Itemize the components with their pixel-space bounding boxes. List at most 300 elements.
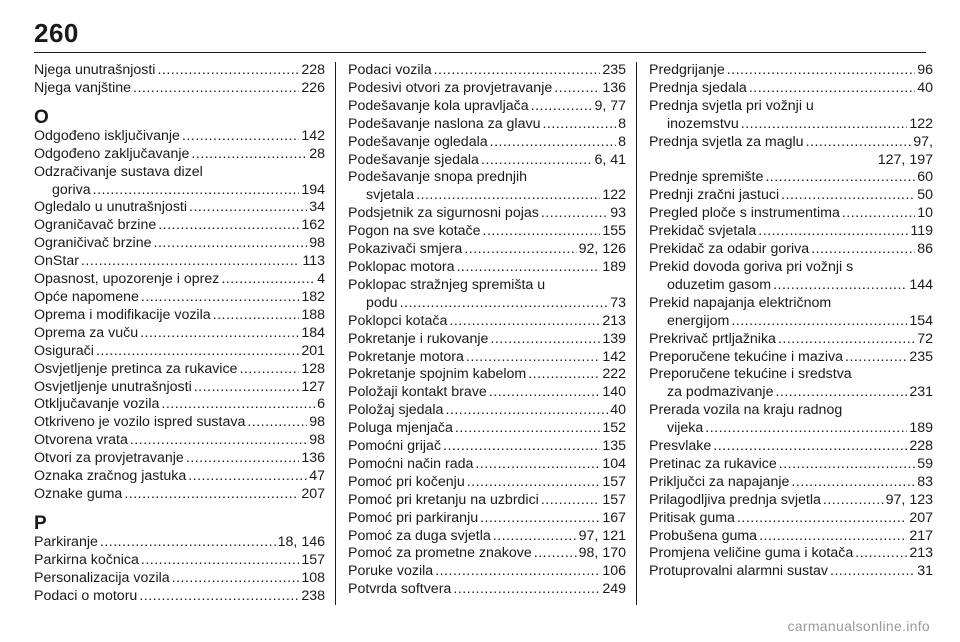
entry-label: Probušena guma — [649, 527, 758, 544]
entry-label: Prednje spremište — [649, 169, 764, 186]
entry-page: 142 — [602, 348, 626, 365]
entry-page: 93 — [610, 205, 626, 222]
entry-page: 4 — [317, 271, 325, 288]
entry-row — [34, 343, 325, 361]
entry-label: Prednja sjedala — [649, 79, 747, 96]
entry-row — [348, 116, 626, 134]
entry-page: 28 — [309, 145, 325, 162]
index-entry — [34, 588, 325, 606]
entry-row — [348, 331, 626, 349]
entry-page: 189 — [909, 420, 933, 437]
index-entry — [34, 146, 325, 164]
leader-dots — [172, 570, 300, 588]
entry-row — [348, 205, 626, 223]
entry-row — [348, 456, 626, 474]
entry-row — [34, 199, 325, 217]
entry-row — [649, 277, 933, 295]
entry-row — [348, 80, 626, 98]
entry-row — [348, 98, 626, 116]
entry-label: Pomoćni grijač — [348, 438, 442, 455]
index-entry — [34, 534, 325, 552]
leader-dots — [481, 152, 593, 170]
entry-page: 213 — [909, 545, 933, 562]
entry-row — [34, 414, 325, 432]
leader-dots — [737, 510, 907, 528]
entry-label: Poklopci kotača — [348, 312, 448, 329]
entry-page: 98 — [309, 414, 325, 431]
entry-label: Pretinac za rukavice — [649, 455, 777, 472]
entry-page: 83 — [917, 473, 933, 490]
index-entry — [34, 235, 325, 253]
entry-label: Odgođeno zaključavanje — [34, 145, 190, 162]
entry-row — [348, 366, 626, 384]
entry-row — [348, 474, 626, 492]
leader-dots — [823, 492, 884, 510]
entry-page: 194 — [301, 181, 325, 198]
entry-label: Poruke vozila — [348, 563, 434, 580]
index-entry — [348, 152, 626, 170]
entry-label: Pokretanje i rukovanje — [348, 330, 489, 347]
group-pr — [649, 62, 933, 581]
index-entry — [348, 474, 626, 492]
entry-label: Njega unutrašnjosti — [34, 62, 156, 78]
section-letter-p: P — [34, 512, 47, 534]
index-entry — [34, 164, 325, 200]
index-entry — [348, 331, 626, 349]
entry-label: Odgođeno isključivanje — [34, 127, 180, 144]
entry-row — [34, 253, 325, 271]
group-o — [34, 128, 325, 504]
entry-label: Priključci za napajanje — [649, 473, 790, 490]
entry-page: 231 — [909, 384, 933, 401]
entry-label: Predgrijanje — [649, 62, 725, 78]
index-entry — [348, 563, 626, 581]
index-entry — [348, 277, 626, 313]
entry-row — [649, 384, 933, 402]
entry-page: 72 — [917, 330, 933, 347]
entry-page: 162 — [301, 217, 325, 234]
entry-page: 6, 41 — [594, 151, 626, 168]
index-entry — [34, 307, 325, 325]
index-entry — [649, 80, 933, 98]
entry-page: 122 — [602, 187, 626, 204]
leader-dots — [445, 402, 608, 420]
index-entry — [649, 438, 933, 456]
entry-label: Ogledalo u unutrašnjosti — [34, 199, 188, 216]
entry-heading: Odzračivanje sustava dizel — [34, 163, 203, 180]
leader-dots — [453, 581, 600, 599]
entry-row — [34, 570, 325, 588]
entry-label: Prekrivač prtljažnika — [649, 330, 776, 347]
entry-page: 47 — [309, 468, 325, 485]
entry-row — [649, 116, 933, 134]
entry-page: 97, 123 — [885, 491, 933, 508]
entry-row — [34, 486, 325, 504]
entry-page: 50 — [917, 187, 933, 204]
entry-page: 201 — [301, 342, 325, 359]
leader-dots — [713, 438, 907, 456]
entry-row — [348, 152, 626, 170]
entry-label: Podesivi otvori za provjetravanje — [348, 79, 553, 96]
entry-row — [34, 534, 325, 552]
leader-dots — [541, 205, 608, 223]
entry-row — [34, 80, 325, 98]
entry-row — [34, 432, 325, 450]
index-entry — [348, 581, 626, 599]
entry-label: Oznake guma — [34, 485, 123, 502]
index-entry — [34, 570, 325, 588]
entry-page: 157 — [602, 491, 626, 508]
entry-row — [649, 492, 933, 510]
index-entry — [348, 438, 626, 456]
entry-label: Pomoć za duga svjetla — [348, 527, 491, 544]
entry-label: Pomoć pri kočenju — [348, 473, 465, 490]
entry-page-continued: 127, 197 — [877, 151, 933, 168]
leader-dots — [158, 217, 299, 235]
entry-row — [348, 438, 626, 456]
leader-dots — [791, 474, 915, 492]
leader-dots — [731, 313, 907, 331]
index-entry — [649, 456, 933, 474]
entry-label: Ograničavač brzine — [34, 217, 157, 234]
entry-row — [348, 492, 626, 510]
leader-dots — [157, 62, 299, 80]
entry-page: 97, 121 — [578, 527, 626, 544]
entry-page: 31 — [917, 563, 933, 580]
entry-page: 157 — [602, 473, 626, 490]
entry-row — [348, 581, 626, 599]
entry-label: Oznaka zračnog jastuka — [34, 468, 187, 485]
watermark-text: carmanualsonline.info — [787, 618, 930, 634]
entry-row — [34, 396, 325, 414]
section-letter-o: O — [34, 106, 49, 128]
entry-row — [348, 384, 626, 402]
entry-row — [649, 528, 933, 546]
entry-page: 40 — [610, 402, 626, 419]
leader-dots — [806, 134, 912, 152]
entry-row — [348, 563, 626, 581]
leader-dots — [449, 313, 600, 331]
entry-label: Njega vanjštine — [34, 79, 132, 96]
leader-dots — [154, 235, 308, 253]
entry-page: 98, 170 — [578, 545, 626, 562]
leader-dots — [161, 396, 315, 414]
index-entry — [348, 205, 626, 223]
index-entry — [348, 510, 626, 528]
index-entry — [348, 402, 626, 420]
entry-page: 104 — [602, 455, 626, 472]
entry-page: 167 — [602, 509, 626, 526]
entry-row — [34, 588, 325, 606]
index-entry — [34, 468, 325, 486]
entry-row — [348, 223, 626, 241]
entry-label: Otključavanje vozila — [34, 396, 160, 413]
leader-dots — [727, 62, 916, 80]
entry-page: 184 — [301, 324, 325, 341]
leader-dots — [221, 271, 315, 289]
leader-dots — [400, 295, 609, 313]
entry-row — [649, 313, 933, 331]
entry-label: Podešavanje kola upravljača — [348, 97, 529, 114]
index-entry — [649, 545, 933, 563]
leader-dots — [141, 552, 299, 570]
index-entry — [649, 205, 933, 223]
leader-dots — [475, 456, 600, 474]
entry-row — [348, 134, 626, 152]
entry-row — [34, 552, 325, 570]
entry-row — [649, 456, 933, 474]
entry-row — [649, 474, 933, 492]
leader-dots — [188, 468, 307, 486]
index-entry — [348, 116, 626, 134]
entry-page: 189 — [602, 258, 626, 275]
entry-heading: Prekid dovoda goriva pri vožnji s — [649, 258, 854, 275]
entry-label: Pomoć pri kretanju na uzbrdici — [348, 491, 539, 508]
index-entry — [649, 349, 933, 367]
index-entry — [348, 241, 626, 259]
entry-page: 18, 146 — [277, 533, 325, 550]
entry-label: Pritisak guma — [649, 509, 735, 526]
index-entry — [34, 62, 325, 80]
index-entry — [34, 217, 325, 235]
index-column-1 — [34, 62, 331, 605]
entry-label: Poklopac motora — [348, 258, 455, 275]
entry-page: 235 — [909, 348, 933, 365]
index-entry — [34, 271, 325, 289]
entry-label: energijom — [667, 312, 730, 329]
entry-row — [34, 128, 325, 146]
entry-page: 249 — [602, 581, 626, 598]
entry-page: 122 — [909, 115, 933, 132]
index-entry — [348, 169, 626, 205]
entry-row — [34, 235, 325, 253]
entry-label: Podaci vozila — [348, 62, 432, 78]
entry-label: podu — [366, 294, 398, 311]
leader-dots — [141, 289, 299, 307]
entry-label: oduzetim gasom — [667, 276, 772, 293]
index-entry — [348, 349, 626, 367]
entry-label: Oprema za vuču — [34, 324, 139, 341]
entry-page: 140 — [602, 384, 626, 401]
entry-heading: Prekid napajanja električnom — [649, 294, 832, 311]
entry-label: inozemstvu — [667, 115, 739, 132]
entry-page: 6 — [317, 396, 325, 413]
entry-row — [649, 563, 933, 581]
entry-row — [348, 528, 626, 546]
entry-heading: Prednja svjetla pri vožnji u — [649, 97, 814, 114]
entry-row — [649, 205, 933, 223]
entry-label: Pomoć pri parkiranju — [348, 509, 479, 526]
leader-dots — [247, 414, 307, 432]
entry-page: 98 — [309, 432, 325, 449]
entry-label: Položaj sjedala — [348, 402, 444, 419]
entry-page: 136 — [301, 450, 325, 467]
entry-page: 228 — [301, 62, 325, 78]
leader-dots — [100, 534, 276, 552]
entry-label: Opće napomene — [34, 288, 139, 305]
index-entry — [34, 343, 325, 361]
index-entry — [348, 134, 626, 152]
entry-row — [649, 438, 933, 456]
index-column-2 — [335, 62, 632, 605]
leader-dots — [467, 474, 601, 492]
leader-dots — [759, 528, 907, 546]
entry-row — [348, 349, 626, 367]
entry-row — [348, 259, 626, 277]
leader-dots — [765, 169, 915, 187]
leader-dots — [139, 588, 299, 606]
entry-label: vijeka — [667, 420, 704, 437]
leader-dots — [191, 146, 307, 164]
entry-row — [649, 134, 933, 152]
entry-row — [348, 295, 626, 313]
entry-row — [649, 349, 933, 367]
entry-page: 226 — [301, 79, 325, 96]
entry-label: Podsjetnik za sigurnosni pojas — [348, 205, 539, 222]
index-entry — [649, 98, 933, 134]
leader-dots — [554, 80, 600, 98]
entry-row — [348, 510, 626, 528]
entry-row — [34, 182, 325, 200]
entry-label: Podešavanje ogledala — [348, 133, 488, 150]
entry-page: 238 — [301, 587, 325, 604]
index-entry — [649, 492, 933, 510]
leader-dots — [490, 331, 600, 349]
entry-row — [649, 223, 933, 241]
leader-dots — [779, 456, 915, 474]
entry-page: 97, — [913, 133, 933, 150]
index-entry — [649, 223, 933, 241]
entry-row — [348, 420, 626, 438]
leader-dots — [130, 432, 307, 450]
entry-row — [34, 468, 325, 486]
entry-page: 128 — [301, 360, 325, 377]
index-entry — [649, 528, 933, 546]
index-entry — [34, 128, 325, 146]
entry-label: Prednji zračni jastuci — [649, 187, 780, 204]
leader-dots — [455, 420, 600, 438]
entry-label: Otkriveno je vozilo ispred sustava — [34, 414, 246, 431]
entry-heading: Preporučene tekućine i sredstva — [649, 366, 852, 383]
entry-page: 60 — [917, 169, 933, 186]
index-entry — [649, 563, 933, 581]
index-entry — [348, 313, 626, 331]
leader-dots — [531, 98, 593, 116]
index-columns — [34, 62, 933, 605]
leader-dots — [464, 241, 576, 259]
leader-dots — [93, 182, 300, 200]
leader-dots — [133, 80, 299, 98]
entry-page: 9, 77 — [594, 97, 626, 114]
leader-dots — [483, 223, 601, 241]
leader-dots — [81, 253, 300, 271]
leader-dots — [493, 528, 577, 546]
index-entry — [348, 528, 626, 546]
entry-page: 127 — [301, 378, 325, 395]
entry-label: Otvori za provjetravanje — [34, 450, 184, 467]
leader-dots — [456, 259, 600, 277]
index-entry — [348, 456, 626, 474]
entry-page: 152 — [602, 420, 626, 437]
entry-page: 182 — [301, 288, 325, 305]
index-entry — [649, 402, 933, 438]
index-entry — [348, 62, 626, 80]
entry-page: 113 — [302, 253, 325, 270]
entry-page: 235 — [602, 62, 626, 78]
entry-page: 217 — [909, 527, 933, 544]
group-p — [34, 534, 325, 606]
entry-label: Ograničivač brzine — [34, 235, 152, 252]
index-entry — [649, 510, 933, 528]
entry-row — [34, 379, 325, 397]
entry-page: 119 — [910, 223, 933, 240]
leader-dots — [749, 80, 915, 98]
leader-dots — [773, 277, 907, 295]
leader-dots — [189, 199, 307, 217]
entry-page: 59 — [917, 455, 933, 472]
entry-label: Parkiranje — [34, 533, 98, 550]
index-entry — [348, 80, 626, 98]
entry-page: 207 — [301, 485, 325, 502]
leader-dots — [96, 343, 299, 361]
entry-page: 73 — [610, 294, 626, 311]
leader-dots — [541, 492, 600, 510]
leader-dots — [778, 331, 915, 349]
leader-dots — [466, 349, 600, 367]
index-entry — [348, 259, 626, 277]
index-entry — [649, 241, 933, 259]
index-entry — [34, 80, 325, 98]
index-entry — [649, 474, 933, 492]
entry-row — [34, 217, 325, 235]
entry-label: Pokazivači smjera — [348, 241, 463, 258]
leader-dots — [534, 545, 577, 563]
index-entry — [348, 384, 626, 402]
leader-dots — [194, 379, 300, 397]
entry-page: 106 — [602, 563, 626, 580]
entry-page: 207 — [909, 509, 933, 526]
entry-label: Položaji kontakt brave — [348, 384, 487, 401]
entry-label: Preporučene tekućine i maziva — [649, 348, 843, 365]
header-rule — [34, 52, 926, 53]
index-entry — [649, 187, 933, 205]
entry-row — [34, 271, 325, 289]
entry-row — [649, 62, 933, 80]
entry-page: 142 — [301, 127, 325, 144]
entry-page: 154 — [909, 312, 933, 329]
entry-label: Prekidač za odabir goriva — [649, 241, 810, 258]
entry-row — [348, 313, 626, 331]
leader-dots — [140, 325, 299, 343]
leader-dots — [845, 349, 907, 367]
entry-row — [649, 420, 933, 438]
leader-dots — [239, 361, 299, 379]
index-entry — [34, 325, 325, 343]
entry-label: Osvjetljenje unutrašnjosti — [34, 378, 192, 395]
index-entry — [348, 223, 626, 241]
index-entry — [649, 295, 933, 331]
entry-row — [348, 187, 626, 205]
entry-page: 108 — [301, 569, 325, 586]
entry-row — [649, 545, 933, 563]
entry-label: Osvjetljenje pretinca za rukavice — [34, 360, 238, 377]
leader-dots — [775, 384, 907, 402]
index-entry — [34, 486, 325, 504]
entry-page: 139 — [602, 330, 626, 347]
entry-heading: Podešavanje snopa prednjih — [348, 169, 528, 186]
index-entry — [34, 379, 325, 397]
index-entry — [34, 396, 325, 414]
